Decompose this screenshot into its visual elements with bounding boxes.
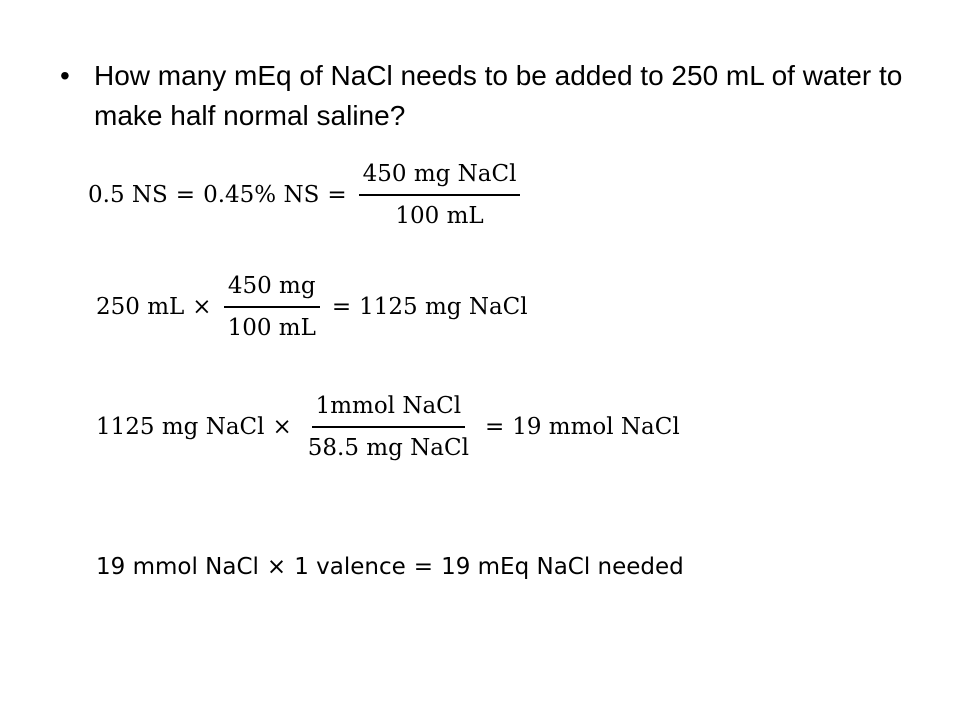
eq3-fraction <box>304 392 473 462</box>
fraction-denominator: 100 mL <box>227 315 316 341</box>
fraction-denominator: 58.5 mg NaCl <box>307 435 469 461</box>
eq4-result: 19 mEq NaCl needed <box>441 554 684 580</box>
equation-meq-of-nacl <box>96 554 684 580</box>
fraction-numerator: 450 mg NaCl <box>359 160 521 196</box>
fraction-numerator: 1mmol NaCl <box>312 392 466 428</box>
eq2-fraction <box>224 272 320 342</box>
question-text: How many mEq of NaCl needs to be added to 250 mL of water to make half normal saline? <box>94 60 903 131</box>
equals-sign: = <box>413 554 434 580</box>
eq2-result: 1125 mg NaCl <box>359 294 528 320</box>
eq3-result: 19 mmol NaCl <box>512 414 680 440</box>
equation-mass-of-nacl <box>96 272 528 342</box>
eq4-mmol: 19 mmol NaCl <box>96 554 259 580</box>
eq4-valence: 1 valence <box>294 554 406 580</box>
fraction-denominator: 100 mL <box>395 203 484 229</box>
multiply-sign: × <box>266 554 287 580</box>
equals-sign: = <box>175 182 196 208</box>
bullet-icon: • <box>60 60 70 91</box>
question-text-block <box>60 56 920 136</box>
eq1-percent-ns: 0.45% NS <box>203 182 320 208</box>
eq1-fraction <box>359 160 521 230</box>
multiply-sign: × <box>192 294 212 320</box>
multiply-sign: × <box>272 414 292 440</box>
equation-mmol-of-nacl <box>96 392 680 462</box>
eq1-half-ns: 0.5 NS <box>88 182 168 208</box>
equation-normal-saline-concentration <box>88 160 524 230</box>
equals-sign: = <box>331 294 352 320</box>
eq2-volume: 250 mL <box>96 294 185 320</box>
fraction-numerator: 450 mg <box>224 272 320 308</box>
equals-sign: = <box>327 182 347 208</box>
equals-sign: = <box>484 414 505 440</box>
eq3-mass: 1125 mg NaCl <box>96 414 265 440</box>
